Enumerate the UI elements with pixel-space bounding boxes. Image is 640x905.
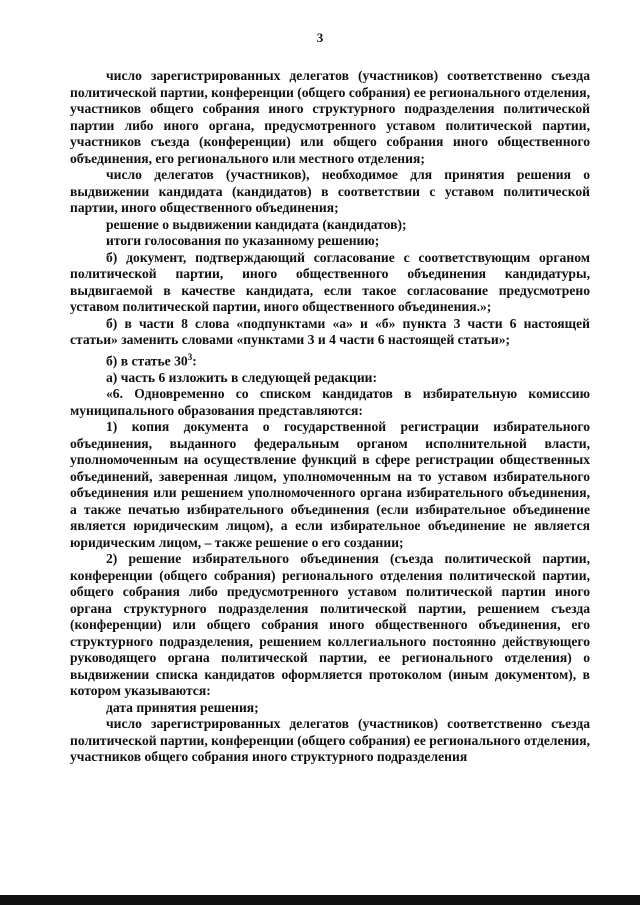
paragraph: 2) решение избирательного объединения (съезда политической партии, конференции (общего собрания) регионального отделения политической партии, общего собрания либо предусмотренного уставом политической партии иного органа структурного подразделения политической партии, решением съезда (конференции) или общего собрания иного общественного объединения, его структурного подразделения, решением коллегиального постоянно действующего руководящего органа политической партии, ее регионального отделения) о выдвижении списка кандидатов оформляется протоколом (иным документом), в котором указываются: [70,551,590,699]
paragraph: 1) копия документа о государственной регистрации избирательного объединения, выданного федеральным органом исполнительной власти, уполномоченным на осуществление функций в сфере регистрации общественных объединений, заверенная лицом, уполномоченным на то уставом избирательного объединения или решением уполномоченного органа избирательного объединения, а также печатью избирательного объединения (если избирательное объединение является юридическим лицом), а если избирательное объединение не является юридическим лицом, – также решение о его создании; [70,419,590,550]
paragraph: б) в части 8 слова «подпунктами «а» и «б» пункта 3 части 6 настоящей статьи» заменить словами «пунктами 3 и 4 части 6 настоящей статьи»; [70,315,590,347]
paragraph: число делегатов (участников), необходимое для принятия решения о выдвижении кандидата (кандидатов) в соответствии с уставом политической партии, иного общественного объединения; [70,167,590,215]
paragraph: дата принятия решения; [106,699,259,715]
article-item-line [70,349,590,370]
article-item-suffix: : [192,353,197,369]
page-number: 3 [316,30,324,45]
article-item-prefix: б) в статье 30 [106,353,188,369]
paragraph: б) документ, подтверждающий согласование с соответствующим органом политической партии, иного общественного объединения кандидатуры, выдвигаемой в качестве кандидата, если такое согласование предусмотрено уставом политической партии, иного общественного объединения.»; [70,249,590,314]
paragraph: число зарегистрированных делегатов (участников) соответственно съезда политической партии, конференции (общего собрания) ее регионального отделения, участников общего собрания иного структурного подразделения политической партии либо иного органа, предусмотренного уставом политической партии, участников съезда (конференции) или общего собрания иного общественного объединения, его регионального или местного отделения; [70,68,590,166]
scan-bottom-edge [0,895,640,905]
article-item-superscript: 3 [187,351,193,362]
paragraph: «6. Одновременно со списком кандидатов в избирательную комиссию муниципального образования представляются: [70,386,590,418]
document-body [70,68,590,766]
paragraph: а) часть 6 изложить в следующей редакции: [106,369,378,385]
paragraph: итоги голосования по указанному решению; [106,233,380,248]
paragraph: решение о выдвижении кандидата (кандидатов); [106,216,407,232]
paragraph: число зарегистрированных делегатов (участников) соответственно съезда политической партии, конференции (общего собрания) ее регионального отделения, участников общего собрания иного структурного подразделения [70,716,590,765]
